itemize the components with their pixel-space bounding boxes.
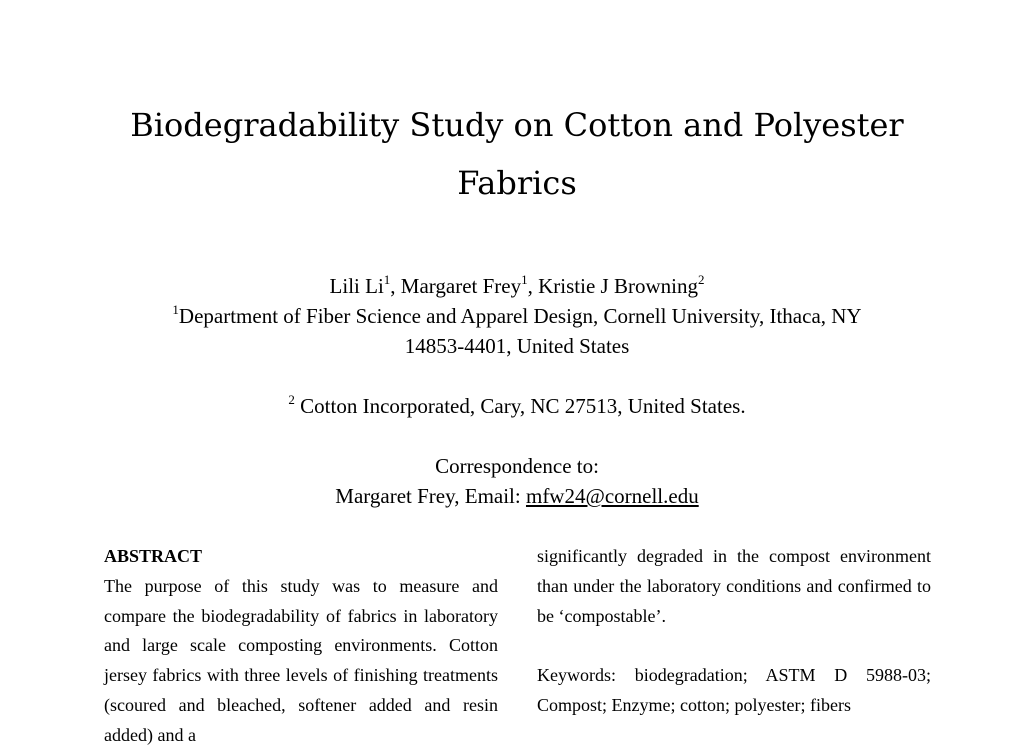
- author-list: [0, 271, 1034, 301]
- correspondence-contact: [0, 481, 1034, 511]
- affiliation-2: [0, 391, 1034, 421]
- affiliation-1: [0, 301, 1034, 331]
- author-affiliation-mark: 1: [521, 272, 528, 287]
- author-name: , Margaret Frey: [390, 274, 522, 298]
- correspondence-block: [0, 451, 1034, 511]
- paper-title-line-1: Biodegradability Study on Cotton and Polyester: [130, 106, 904, 144]
- affiliation-2-text: Cotton Incorporated, Cary, NC 27513, United States.: [294, 394, 746, 418]
- paper-title: [0, 96, 1034, 212]
- paper-title-line-2: Fabrics: [457, 164, 577, 202]
- correspondence-prefix: Margaret Frey, Email:: [335, 484, 526, 508]
- author-name: Lili Li: [329, 274, 384, 298]
- author-affiliation-mark: 1: [383, 272, 391, 287]
- author-name: , Kristie J Browning: [527, 274, 698, 298]
- author-affiliation-mark: 2: [697, 272, 705, 287]
- paragraph-gap: [537, 631, 931, 661]
- abstract-text: The purpose of this study was to measure and compare the biodegradability of fabrics in laboratory and large scale composting environments. Cotton jersey fabrics with three levels of finishing treatments (scoured and bleached, softener added and resin added) and a: [104, 575, 498, 745]
- abstract-text-continued: significantly degraded in the compost environment than under the laboratory conditions and confirmed to be ‘compostable’.: [537, 546, 931, 626]
- right-column: [537, 542, 931, 721]
- author-block: [0, 271, 1034, 361]
- correspondence-label: Correspondence to:: [435, 454, 599, 478]
- abstract-heading: ABSTRACT: [104, 546, 203, 566]
- left-column: [104, 542, 498, 751]
- affiliation-1-line-1: Department of Fiber Science and Apparel Design, Cornell University, Ithaca, NY: [178, 304, 862, 328]
- email-link[interactable]: mfw24@cornell.edu: [525, 484, 699, 508]
- affiliation-mark: 2: [288, 392, 295, 407]
- affiliation-1-line-2: 14853-4401, United States: [404, 334, 630, 358]
- affiliation-mark: 1: [172, 302, 179, 317]
- keywords: Keywords: biodegradation; ASTM D 5988-03; Compost; Enzyme; cotton; polyester; fibers: [537, 665, 931, 716]
